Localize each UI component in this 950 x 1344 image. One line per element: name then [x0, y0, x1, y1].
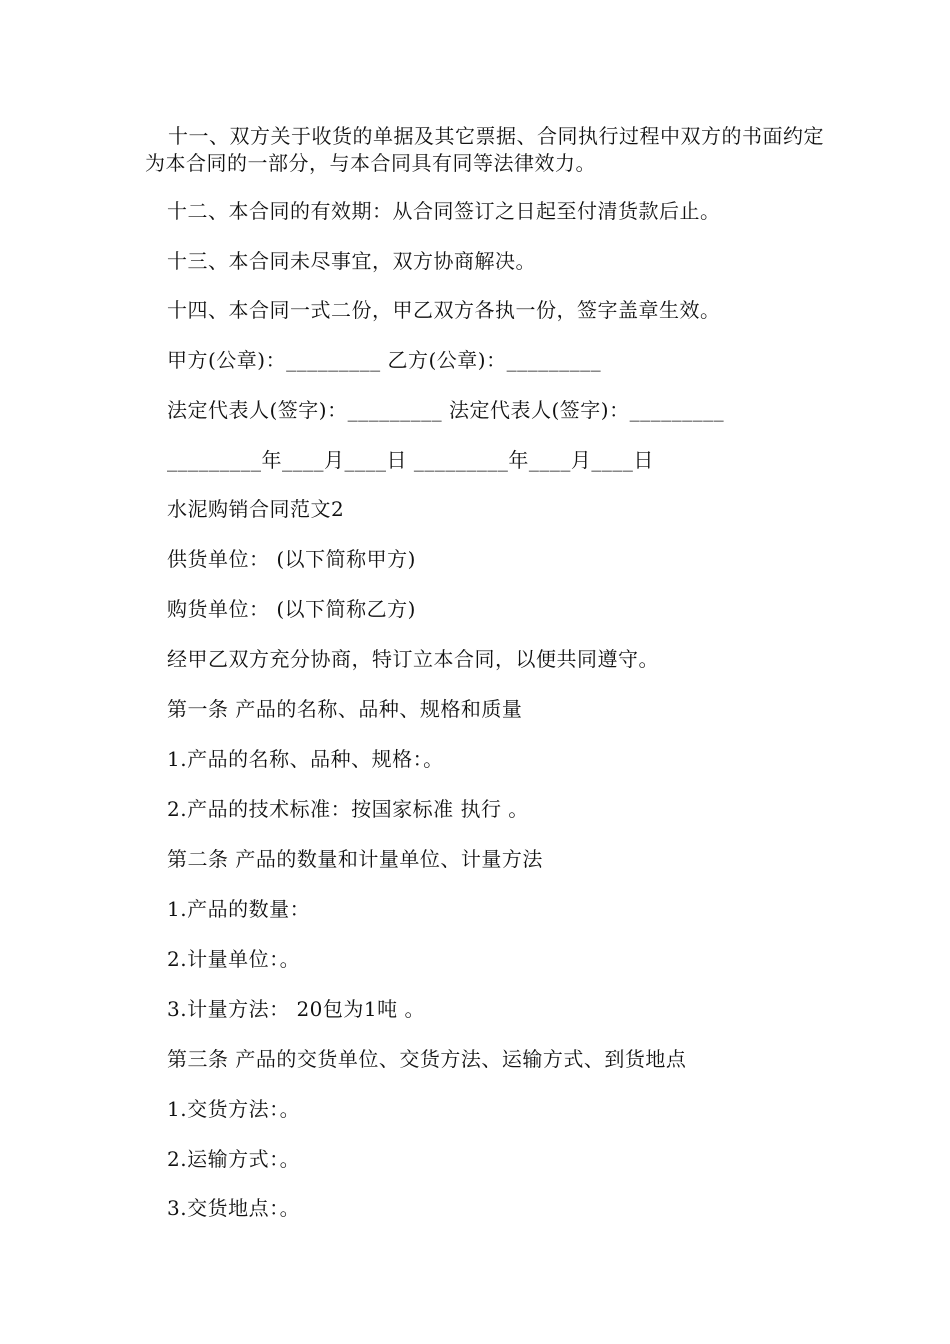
supplier-line: 供货单位： (以下简称甲方) — [167, 547, 416, 571]
article-2-item-1: 1.产品的数量： — [167, 897, 311, 921]
article-3-item-2: 2.运输方式：。 — [167, 1147, 301, 1171]
representative-signature-line: 法定代表人(签字)：_________ 法定代表人(签字)：_________ — [167, 398, 725, 422]
clause-11: 十一、双方关于收货的单据及其它票据、合同执行过程中双方的书面约定为本合同的一部分，与本合同具有同等法律效力。 — [145, 124, 824, 175]
date-line: _________年____月____日 _________年____月____日 — [167, 448, 654, 472]
clause-12: 十二、本合同的有效期：从合同签订之日起至付清货款后止。 — [167, 199, 721, 223]
article-2-item-2: 2.计量单位：。 — [167, 947, 301, 971]
clause-13: 十三、本合同未尽事宜，双方协商解决。 — [167, 249, 536, 273]
clause-14: 十四、本合同一式二份，甲乙双方各执一份，签字盖章生效。 — [167, 298, 721, 322]
agreement-intro: 经甲乙双方充分协商，特订立本合同，以便共同遵守。 — [167, 647, 659, 671]
article-2-item-3: 3.计量方法： 20包为1吨 。 — [167, 997, 425, 1021]
article-3-item-3: 3.交货地点：。 — [167, 1196, 301, 1220]
article-1-heading: 第一条 产品的名称、品种、规格和质量 — [167, 697, 523, 721]
buyer-line: 购货单位： (以下简称乙方) — [167, 597, 416, 621]
seal-line: 甲方(公章)：_________ 乙方(公章)：_________ — [167, 348, 602, 372]
article-2-heading: 第二条 产品的数量和计量单位、计量方法 — [167, 847, 543, 871]
article-3-item-1: 1.交货方法：。 — [167, 1097, 301, 1121]
article-1-item-2: 2.产品的技术标准：按国家标准 执行 。 — [167, 797, 529, 821]
article-1-item-1: 1.产品的名称、品种、规格：。 — [167, 747, 444, 771]
article-3-heading: 第三条 产品的交货单位、交货方法、运输方式、到货地点 — [167, 1047, 687, 1071]
section-title: 水泥购销合同范文2 — [167, 497, 345, 521]
